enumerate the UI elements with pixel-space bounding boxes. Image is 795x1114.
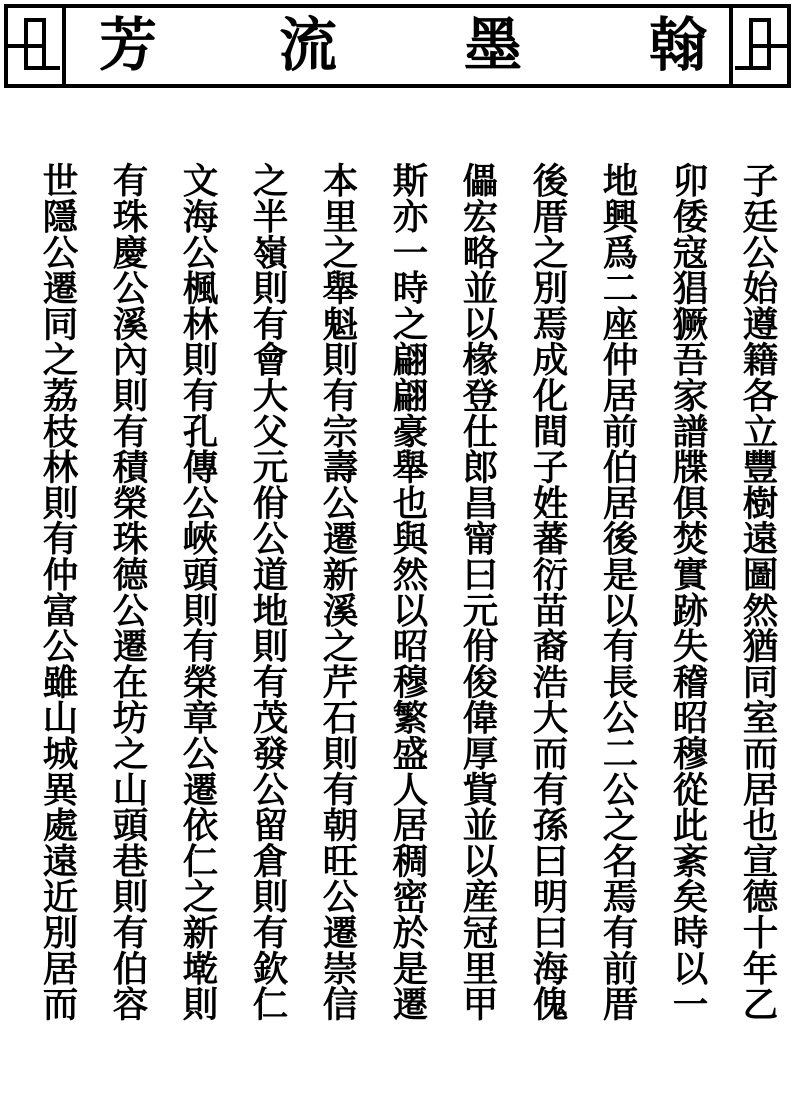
title-char-4: 翰 — [648, 11, 707, 79]
text-column-10: 有珠慶公溪內則有積榮珠德公遷在坊之山頭巷則有伯容 — [107, 162, 148, 1022]
text-column-2: 卯倭寇猖獗吾家譜牒俱焚實跡失稽昭穆從此紊矣時以一 — [667, 162, 708, 1022]
fret-ornament-right-icon — [729, 4, 791, 88]
text-column-8: 之半嶺則有會大父元佾公道地則有茂發公留倉則有欽仁 — [247, 162, 288, 1022]
text-column-1: 子廷公始遵籍各立豐樹遠圖然猶同室而居也宣德十年乙 — [737, 162, 778, 1022]
text-column-5: 儡宏略並以椽登仕郎昌甯曰元佾俊偉厚貲並以産冠里甲 — [457, 162, 498, 1022]
title-banner — [0, 0, 795, 95]
text-column-4: 後厝之別焉成化間子姓蕃衍苗裔浩大而有孫曰明曰海傀 — [527, 162, 568, 1022]
text-column-6: 斯亦一時之翩翩豪舉也與然以昭穆繁盛人居稠密於是遷 — [387, 162, 428, 1022]
title-char-1: 芳 — [98, 11, 157, 79]
vertical-text-body — [20, 162, 780, 1092]
fret-ornament-left-icon — [4, 4, 66, 88]
text-column-3: 地興爲二座仲居前伯居後是以有長公二公之名焉有前厝 — [597, 162, 638, 1022]
text-column-9: 文海公楓林則有孔傳公峽頭則有榮章公遷依仁之新墘則 — [177, 162, 218, 1022]
text-column-11: 世隱公遷同之荔枝林則有仲富公雖山城異處遠近別居而 — [37, 162, 78, 1022]
title-char-2: 流 — [278, 11, 337, 79]
title-char-3: 墨 — [463, 11, 522, 79]
text-column-7: 本里之舉魁則有宗壽公遷新溪之芹石則有朝旺公遷崇信 — [317, 162, 358, 1022]
